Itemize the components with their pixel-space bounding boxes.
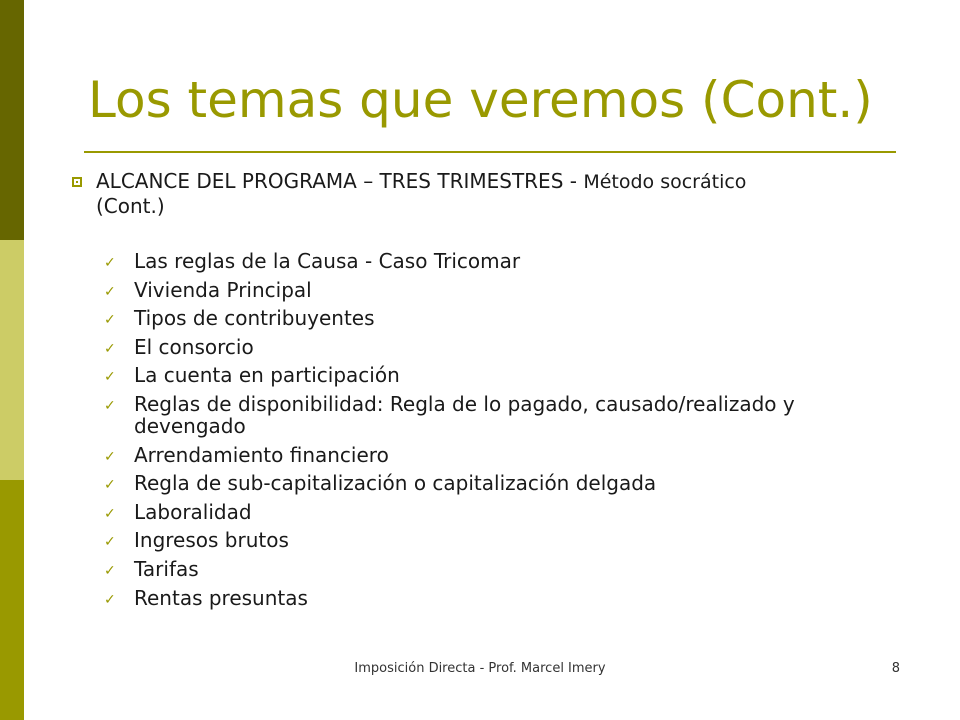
list-item — [104, 279, 904, 301]
side-band-mid — [0, 480, 24, 720]
check-icon: ✓ — [104, 369, 116, 386]
list-item-label: Tipos de contribuyentes — [134, 306, 375, 331]
slide-footer: Imposición Directa - Prof. Marcel Imery — [354, 661, 606, 676]
list-item — [104, 529, 904, 551]
check-icon: ✓ — [104, 340, 116, 357]
list-item — [104, 336, 904, 358]
list-item-label: La cuenta en participación — [134, 363, 400, 388]
list-item-label: El consorcio — [134, 334, 254, 359]
page-number: 8 — [891, 661, 900, 676]
check-icon: ✓ — [104, 562, 116, 579]
check-icon: ✓ — [104, 505, 116, 522]
list-item — [104, 307, 904, 329]
list-item — [104, 364, 904, 386]
square-bullet-icon — [72, 177, 82, 187]
side-band-light — [0, 240, 24, 480]
list-item — [104, 558, 904, 580]
side-band-dark — [0, 0, 24, 240]
main-bullet-heading: ALCANCE DEL PROGRAMA – TRES TRIMESTRES - — [96, 169, 584, 193]
list-item — [104, 472, 904, 494]
list-item — [104, 250, 904, 272]
list-item — [104, 501, 904, 523]
check-icon: ✓ — [104, 283, 116, 300]
check-icon: ✓ — [104, 591, 116, 608]
main-bullet-text — [96, 169, 916, 218]
check-icon: ✓ — [104, 255, 116, 271]
list-item-label: Reglas de disponibilidad: Regla de lo pagado, causado/realizado y devengado — [134, 391, 795, 438]
list-item-label: Rentas presuntas — [134, 585, 308, 610]
list-item-label: Las reglas de la Causa - Caso Tricomar — [134, 249, 521, 273]
list-item-label: Regla de sub-capitalización o capitalización delgada — [134, 471, 657, 496]
list-item-label: Laboralidad — [134, 499, 252, 524]
title-underline — [84, 151, 896, 153]
list-item-label: Tarifas — [134, 556, 199, 581]
list-item-label: Vivienda Principal — [134, 277, 312, 302]
check-icon: ✓ — [104, 448, 116, 465]
check-icon: ✓ — [104, 477, 116, 494]
list-item — [104, 587, 904, 609]
main-bullet-suffix: Método socrático — [583, 171, 747, 193]
list-item-label: Arrendamiento financiero — [134, 442, 389, 467]
check-icon: ✓ — [104, 534, 116, 551]
list-item-label: Ingresos brutos — [134, 528, 289, 553]
list-item — [104, 393, 904, 437]
list-item — [104, 444, 904, 466]
topic-list — [104, 250, 904, 615]
main-bullet-continuation: (Cont.) — [96, 194, 165, 218]
slide-title: Los temas que veremos (Cont.) — [88, 71, 873, 129]
check-icon: ✓ — [104, 312, 116, 329]
check-icon: ✓ — [104, 397, 116, 414]
